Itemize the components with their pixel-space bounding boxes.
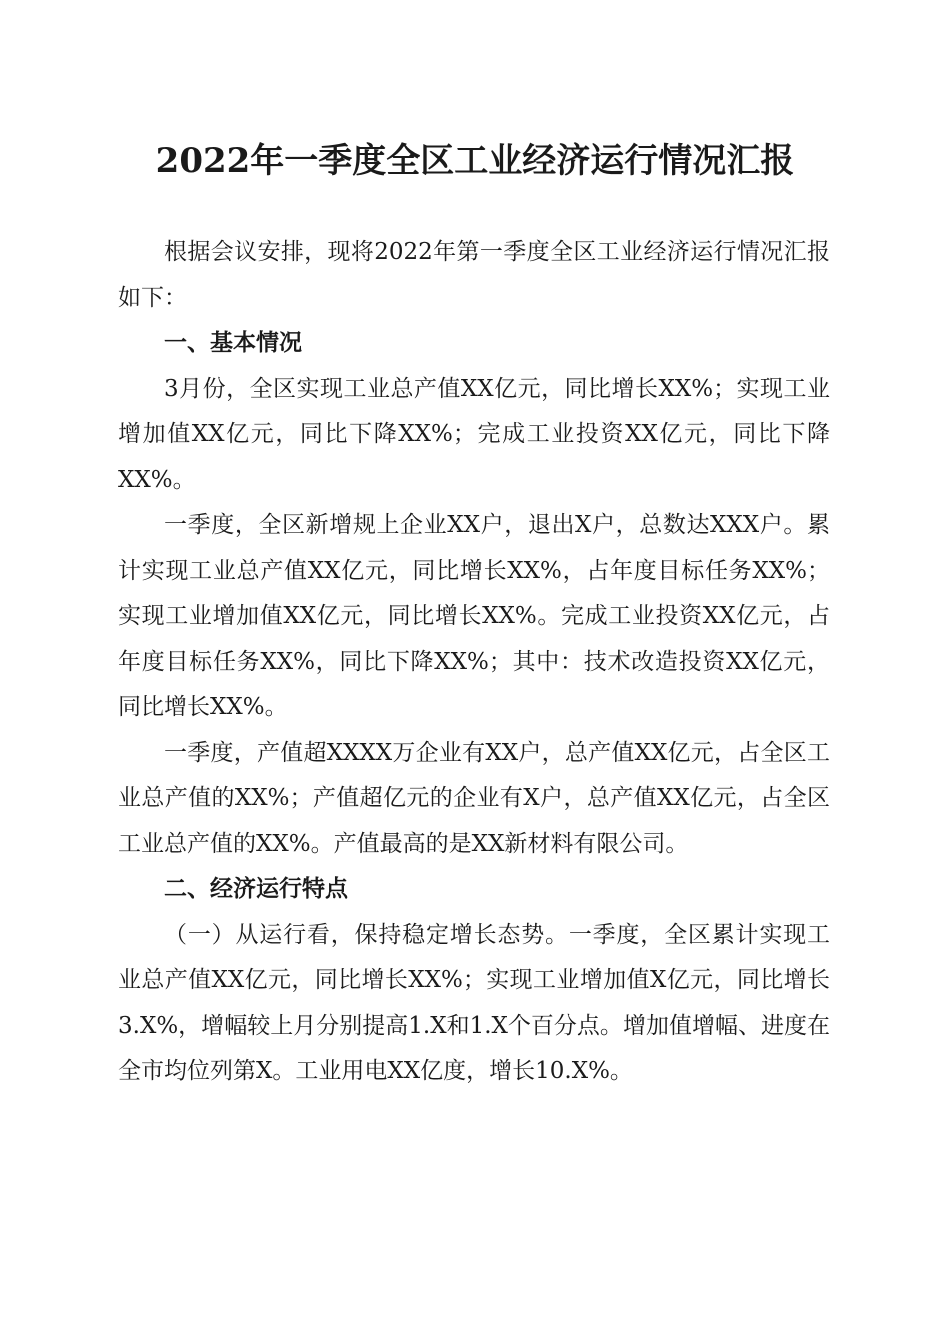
basic-paragraph-march: 3月份，全区实现工业总产值XX亿元，同比增长XX%；实现工业增加值XX亿元，同比下降XX%；完成工业投资XX亿元，同比下降XX%。 [118,375,830,493]
basic-paragraph-quarter: 一季度，全区新增规上企业XX户，退出X户，总数达XXX户。累计实现工业总产值XX亿元，同比增长XX%，占年度目标任务XX%；实现工业增加值XX亿元，同比增长XX%。完成工业投资XX亿元，占年度目标任务XX%，同比下降XX%；其中：技术改造投资XX亿元，同比增长XX%。 [118,512,830,720]
section-heading-features: 二、经济运行特点 [164,876,348,902]
document-body [118,230,830,1095]
document-title: 2022年一季度全区工业经济运行情况汇报 [155,141,795,181]
section-heading-basic: 一、基本情况 [164,330,302,356]
intro-paragraph: 根据会议安排，现将2022年第一季度全区工业经济运行情况汇报如下： [118,239,830,311]
feature-paragraph-growth: （一）从运行看，保持稳定增长态势。一季度，全区累计实现工业总产值XX亿元，同比增长XX%；实现工业增加值X亿元，同比增长3.X%，增幅较上月分别提高1.X和1.X个百分点。增加值增幅、进度在全市均位列第X。工业用电XX亿度，增长10.X%。 [118,921,830,1084]
basic-paragraph-enterprises: 一季度，产值超XXXX万企业有XX户，总产值XX亿元，占全区工业总产值的XX%；产值超亿元的企业有X户，总产值XX亿元，占全区工业总产值的XX%。产值最高的是XX新材料有限公司。 [118,739,830,857]
